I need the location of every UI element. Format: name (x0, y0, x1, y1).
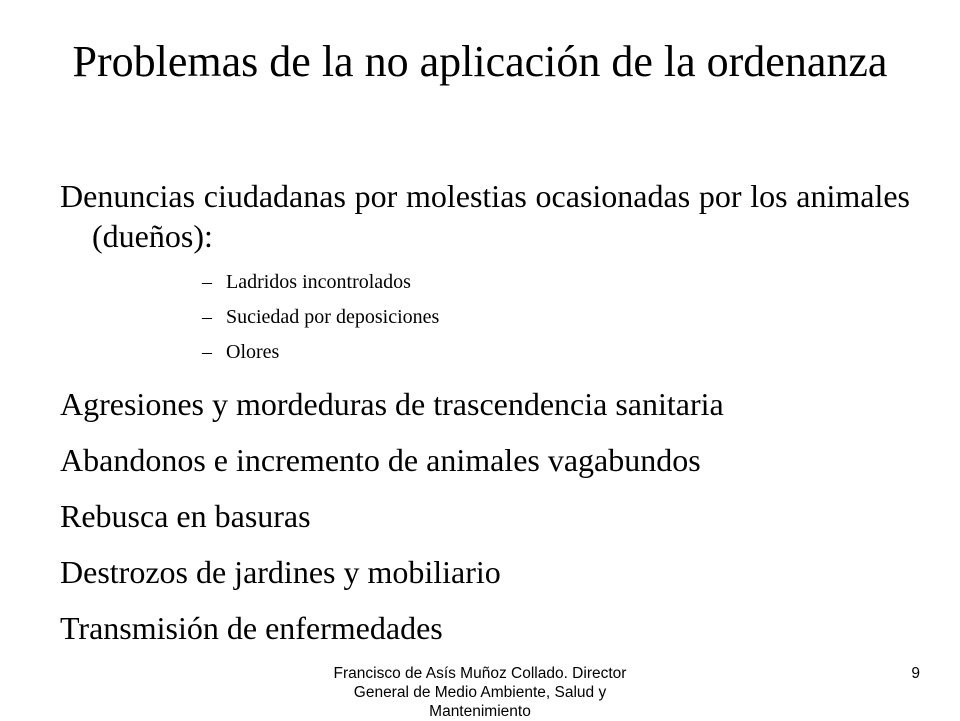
dash-marker: – (202, 341, 212, 363)
slide-title: Problemas de la no aplicación de la ordenanza (72, 37, 888, 86)
sub-bullet-item (202, 265, 910, 300)
sub-bullet-text: Ladridos incontrolados (226, 271, 411, 293)
page-number: 9 (911, 665, 920, 682)
sub-bullet-text: Olores (226, 341, 280, 363)
sub-list-container (60, 265, 910, 370)
bullet-item: Rebusca en basuras (60, 498, 311, 534)
bullet-item: Transmisión de enfermedades (60, 610, 443, 646)
dash-marker: – (202, 271, 212, 293)
sub-bullet-item (202, 300, 910, 335)
sub-bullet-item (202, 335, 910, 370)
sub-bullet-list (60, 265, 910, 370)
bullet-item: Agresiones y mordeduras de trascendencia sanitaria (60, 386, 724, 422)
slide-footer: Francisco de Asís Muñoz Collado. Director General de Medio Ambiente, Salud y Mantenimiento (333, 665, 627, 720)
bullet-list (60, 176, 910, 664)
bullet-item: Abandonos e incremento de animales vagabundos (60, 442, 701, 478)
bullet-item: Denuncias ciudadanas por molestias ocasionadas por los animales (dueños): (60, 178, 910, 254)
bullet-item: Destrozos de jardines y mobiliario (60, 554, 501, 590)
dash-marker: – (202, 306, 212, 328)
sub-bullet-text: Suciedad por deposiciones (226, 306, 440, 328)
